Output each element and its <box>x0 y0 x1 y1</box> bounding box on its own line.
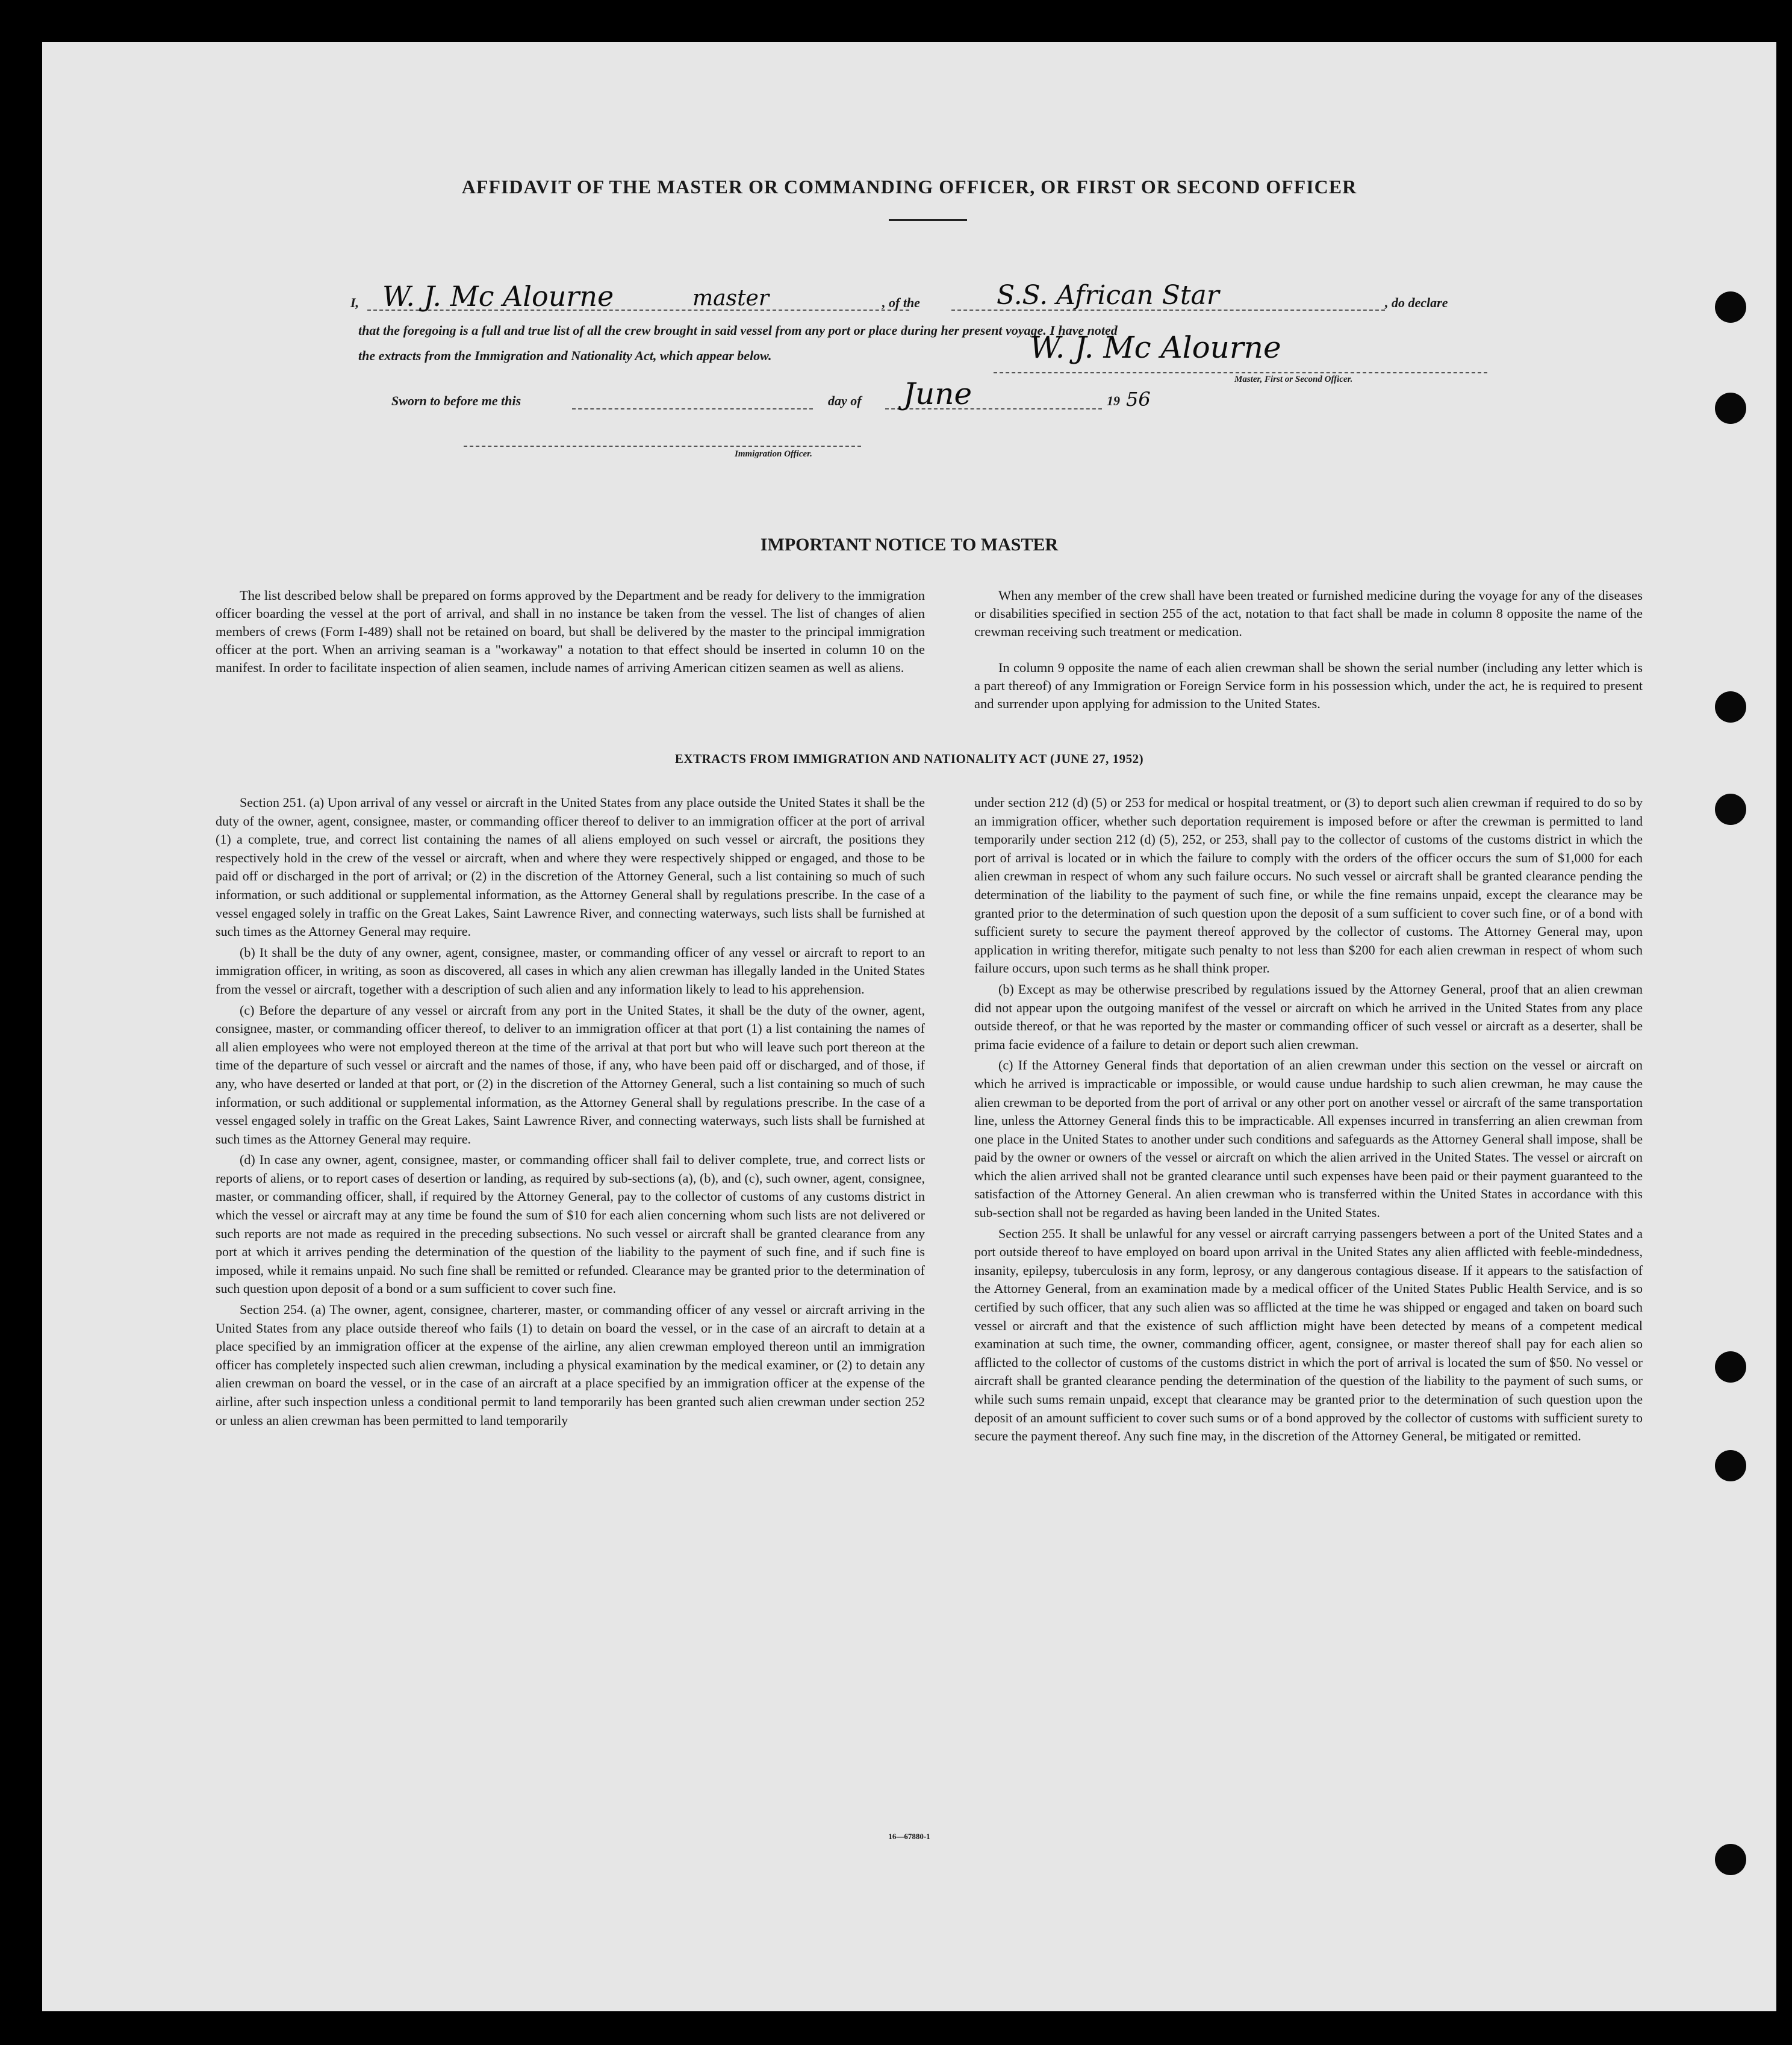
master-signature: W. J. Mc Alourne <box>1030 330 1281 365</box>
document-page <box>42 42 1776 2011</box>
section-254-c: (c) If the Attorney General finds that deportation of an alien crewman under this section on the vessel or aircraft on which he arrived is impracticable or impossible, or would cause undue hardship to such alien crewman, he may cause the alien crewman to be deported from the port of arrival or any other port on another vessel or aircraft of the same transportation line, unless the Attorney General finds this to be impracticable. All expenses incurred in transferring an alien crewman from one place in the United States to another under such conditions and safeguards as the Attorney General shall impose, shall be paid by the owner or owners of the vessel or aircraft on which the alien arrived in the United States. The vessel or aircraft on which the alien arrived shall not be granted clearance until such expenses have been paid or their payment guaranteed to the satisfaction of the Attorney General. An alien crewman who is transferred within the United States in accordance with this sub-section shall not be regarded as having been landed in the United States. <box>974 1057 1643 1221</box>
punch-hole <box>1715 393 1746 424</box>
extracts-right-column <box>974 794 1643 1448</box>
punch-hole <box>1715 1450 1746 1481</box>
extracts-left-column <box>216 794 925 1432</box>
notice-title: IMPORTANT NOTICE TO MASTER <box>760 535 1059 555</box>
day-of-label: day of <box>828 393 862 408</box>
notice-right-paragraph-2: In column 9 opposite the name of each alien crewman shall be shown the serial number (including any letter which is a part thereof) of any Immigration or Foreign Service form in his possession which, under the act, he is required to present and surrender upon applying for admission to the United States. <box>974 660 1643 711</box>
signature-caption: Master, First or Second Officer. <box>1234 375 1353 384</box>
affidavit-title: AFFIDAVIT OF THE MASTER OR COMMANDING OFFICER, OR FIRST OR SECOND OFFICER <box>461 176 1357 198</box>
master-name-handwriting: W. J. Mc Alourne <box>382 280 614 313</box>
section-251-c: (c) Before the departure of any vessel or aircraft from any port in the United States, it shall be the duty of the owner, agent, consignee, master, or commanding officer thereof, to deliver to an immigration officer at that port (1) a list containing the names of all alien employees who were not employed thereon at the time of the arrival at that port but who will leave such port thereon at the time of the departure of such vessel or aircraft and the names of those, if any, who have been paid off or discharged, and of those, if any, who have deserted or landed at that port, or (2) in the discretion of the Attorney General, such a list containing so much of such information, or such additional or supplemental information, as the Attorney General shall by regulations prescribe. In the case of a vessel engaged solely in traffic on the Great Lakes, Saint Lawrence River, and connecting waterways, such lists shall be furnished at such times as the Attorney General may require. <box>216 1002 925 1147</box>
punch-hole <box>1715 1351 1746 1383</box>
sworn-day-line <box>572 408 813 409</box>
section-254-b: (b) Except as may be otherwise prescribed by regulations issued by the Attorney General, proof that an alien crewman did not appear upon the outgoing manifest of the vessel or aircraft on which he arrived in the United States from any place outside thereof, or that he was reported by the master or commanding officer of such vessel or aircraft as a deserter, shall be prima facie evidence of a failure to detain or deport such alien crewman. <box>974 981 1643 1052</box>
month-handwriting: June <box>903 376 972 411</box>
officer-line <box>464 446 861 447</box>
extracts-title: EXTRACTS FROM IMMIGRATION AND NATIONALITY ACT (JUNE 27, 1952) <box>674 752 1144 766</box>
declaration-line-2: the extracts from the Immigration and Nationality Act, which appear below. <box>358 348 772 363</box>
notice-left-paragraph: The list described below shall be prepared on forms approved by the Department and be ready for delivery to the immigration officer boarding the vessel at the port of arrival, and shall in no instance be taken from the vessel. The list of changes of alien members of crews (Form I-489) shall not be retained on board, but shall be delivered by the master to the principal immigration officer at the port. When an arriving seaman is a "workaway" a notation to that effect should be inserted in column 10 on the manifest. In order to facilitate inspection of alien seamen, include names of arriving American citizen seamen as well as aliens. <box>216 588 925 675</box>
sworn-label: Sworn to before me this <box>391 393 521 408</box>
notice-right-paragraph-1: When any member of the crew shall have been treated or furnished medicine during the voyage for any of the diseases or disabilities specified in section 255 of the act, notation to that fact shall be made in column 8 opposite the name of the crewman receiving such treatment or medication. <box>974 588 1643 639</box>
officer-caption: Immigration Officer. <box>735 449 812 459</box>
signature-line <box>994 372 1487 373</box>
declaration-line-1: that the foregoing is a full and true list of all the crew brought in said vessel from any port or place during her present voyage. I have noted <box>358 323 1118 338</box>
section-251-d: (d) In case any owner, agent, consignee, master, or commanding officer shall fail to deliver complete, true, and correct lists or reports of aliens, or to report cases of desertion or landing, as required by sub-sections (a), (b), and (c), such owner, agent, consignee, master, or commanding officer, shall, if required by the Attorney General, pay to the collector of customs of any customs district in which the vessel or aircraft may at any time be found the sum of $10 for each alien concerning whom such lists are not delivered or such reports are not made as required in the preceding subsections. No such vessel or aircraft shall be granted clearance from any port at which it arrives pending the determination of the question of the liability to the payment of such fine, and if such fine is imposed, while it remains unpaid. No such fine shall be remitted or refunded. Clearance may be granted prior to the determination of such question upon deposit of a bond or a sum sufficient to cover such fine. <box>216 1152 925 1296</box>
year-prefix: 19 <box>1107 393 1120 408</box>
section-251-b: (b) It shall be the duty of any owner, agent, consignee, master, or commanding officer of any vessel or aircraft to report to an immigration officer, in writing, as soon as discovered, all cases in which any alien crewman has illegally landed in the United States from the vessel or aircraft, together with a description of such alien and any information likely to lead to his apprehension. <box>216 944 925 997</box>
i-label: I, <box>350 295 359 310</box>
rank-handwriting: master <box>692 286 770 311</box>
punch-hole <box>1715 291 1746 323</box>
section-254-a-continued: under section 212 (d) (5) or 253 for medical or hospital treatment, or (3) to deport such alien crewman if required to do so by an immigration officer, whether such deportation requirement is imposed before or after the crewman is permitted to land temporarily under section 212 (d) (5), 252, or 253, shall pay to the collector of customs of the customs district in which the port of arrival is located or in which the failure to comply with the orders of the officer occurs the sum of $1,000 for each alien crewman in respect of whom any such failure occurs. No such vessel or aircraft shall be granted clearance pending the determination of the liability to the payment of such fine, or while the fine remains unpaid, except the clearance may be granted prior to the determination of such question upon the deposit of a sum sufficient to cover such fine, or of a bond with sufficient surety to secure the payment thereof approved by the collector of customs. The Attorney General may, upon application in writing therefor, mitigate such penalty to not less than $200 for each alien crewman in respect of whom such failure occurs, upon such terms as he shall think proper. <box>974 795 1643 976</box>
year-handwriting: 56 <box>1126 388 1151 411</box>
of-the-label: , of the <box>882 295 920 310</box>
punch-hole <box>1715 691 1746 723</box>
section-251-a: Section 251. (a) Upon arrival of any vessel or aircraft in the United States from any place outside the United States it shall be the duty of the owner, agent, consignee, master, or commanding officer thereof to deliver to an immigration officer at the port of arrival (1) a complete, true, and correct list containing the names of all aliens employed on such vessel or aircraft, the positions they respectively hold in the crew of the vessel or aircraft, when and where they were respectively shipped or engaged, and those to be paid off or discharged in the port of arrival; or (2) in the discretion of the Attorney General, such a list containing so much of such information, or such additional or supplemental information, as the Attorney General shall by regulations prescribe. In the case of a vessel engaged solely in traffic on the Great Lakes, Saint Lawrence River, and connecting waterways, such lists shall be furnished at such times as the Attorney General may require. <box>216 795 925 939</box>
section-255: Section 255. It shall be unlawful for any vessel or aircraft carrying passengers between a port of the United States and a port outside thereof to have employed on board upon arrival in the United States any alien afflicted with feeble-mindedness, insanity, epilepsy, tuberculosis in any form, leprosy, or any dangerous contagious disease. If it appears to the satisfaction of the Attorney General, from an examination made by a medical officer of the United States Public Health Service, and is so certified by such officer, that any such alien was so afflicted at the time he was shipped or engaged and taken on board such vessel or aircraft and that the existence of such affliction might have been detected by means of a competent medical examination at such time, the owner, commanding officer, agent, consignee, or master thereof shall pay for each alien so afflicted to the collector of customs of the customs district in which the port of arrival is located the sum of $50. No vessel or aircraft shall be granted clearance pending the determination of the question of the liability to the payment of such sums, or while such sums remain unpaid, except that clearance may be granted prior to the determination of such question upon the deposit of an amount sufficient to cover such sums or of a bond approved by the collector of customs with sufficient surety to secure the payment thereof. Any such fine may, in the discretion of the Attorney General, be mitigated or remitted. <box>974 1225 1643 1444</box>
do-declare-label: , do declare <box>1385 295 1448 310</box>
title-divider <box>889 219 967 221</box>
section-254-a: Section 254. (a) The owner, agent, consignee, charterer, master, or commanding officer of any vessel or aircraft arriving in the United States from any place outside thereof who fails (1) to detain on board the vessel, or in the case of an aircraft to detain at a place specified by an immigration officer at the expense of the airline, any alien crewman employed thereon until an immigration officer has completely inspected such alien crewman, including a physical examination by the medical examiner, or (2) to detain any alien crewman on board the vessel, or in the case of an aircraft at a place specified by an immigration officer at the expense of the airline, after such inspection unless a conditional permit to land temporarily has been granted such alien crewman under section 252 or unless an alien crewman has been permitted to land temporarily <box>216 1302 925 1428</box>
form-code: 16—67880-1 <box>888 1832 930 1841</box>
vessel-name-handwriting: S.S. African Star <box>997 280 1219 311</box>
punch-hole <box>1715 1844 1746 1875</box>
punch-hole <box>1715 794 1746 825</box>
